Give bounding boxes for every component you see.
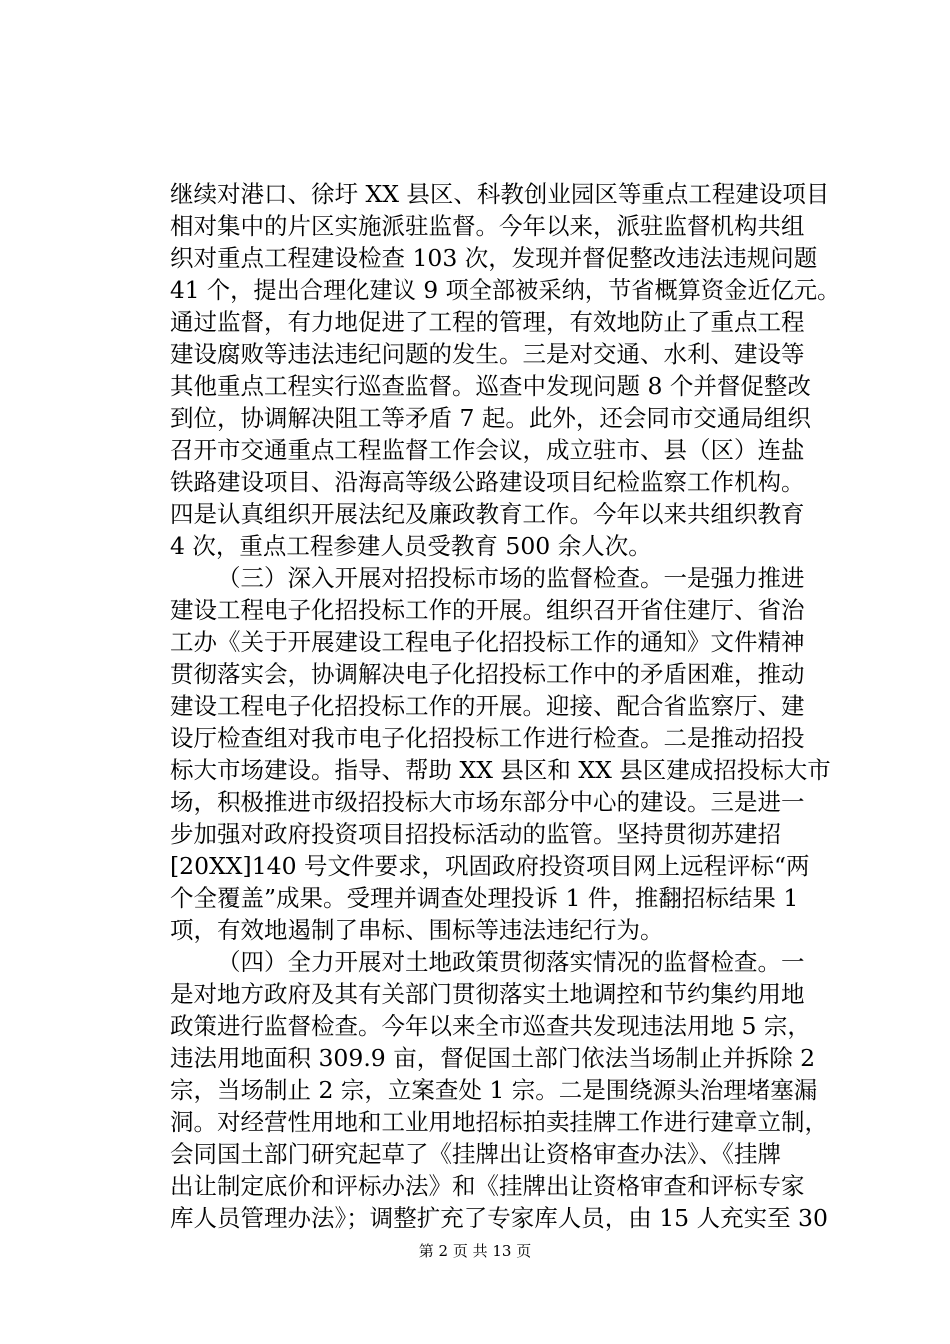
text-line: 政策进行监督检查。今年以来全市巡查共发现违法用地 5 宗，: [170, 1012, 811, 1040]
text-line: 41 个，提出合理化建议 9 项全部被采纳，节省概算资金近亿元。: [170, 276, 841, 304]
text-line: 设厅检查组对我市电子化招投标工作进行检查。二是推动招投: [170, 724, 805, 752]
text-line: 洞。对经营性用地和工业用地招标拍卖挂牌工作进行建章立制，: [170, 1108, 828, 1136]
text-line: 违法用地面积 309.9 亩，督促国土部门依法当场制止并拆除 2: [170, 1044, 816, 1072]
text-line: 会同国土部门研究起草了《挂牌出让资格审查办法》、《挂牌: [170, 1140, 781, 1168]
section-heading-line: （四）全力开展对土地政策贯彻落实情况的监督检查。一: [217, 948, 805, 976]
text-line: 四是认真组织开展法纪及廉政教育工作。今年以来共组织教育: [170, 500, 805, 528]
text-line: 是对地方政府及其有关部门贯彻落实土地调控和节约集约用地: [170, 980, 805, 1008]
text-line: 继续对港口、徐圩 XX 县区、科教创业园区等重点工程建设项目: [170, 180, 830, 208]
text-line: 相对集中的片区实施派驻监督。今年以来，派驻监督机构共组: [170, 212, 805, 240]
text-line: 库人员管理办法》；调整扩充了专家库人员，由 15 人充实至 30: [170, 1204, 828, 1232]
text-line: 4 次，重点工程参建人员受教育 500 余人次。: [170, 532, 652, 560]
section-heading-line: （三）深入开展对招投标市场的监督检查。一是强力推进: [217, 564, 805, 592]
text-line: 场，积极推进市级招投标大市场东部分中心的建设。三是进一: [170, 788, 805, 816]
text-line: 贯彻落实会，协调解决电子化招投标工作中的矛盾困难，推动: [170, 660, 805, 688]
text-line: 通过监督，有力地促进了工程的管理，有效地防止了重点工程: [170, 308, 805, 336]
text-line: 宗，当场制止 2 宗，立案查处 1 宗。二是围绕源头治理堵塞漏: [170, 1076, 818, 1104]
text-line: 其他重点工程实行巡查监督。巡查中发现问题 8 个并督促整改: [170, 372, 811, 400]
text-line: 项，有效地遏制了串标、围标等违法违纪行为。: [170, 916, 664, 944]
text-line: 个全覆盖”成果。受理并调查处理投诉 1 件，推翻招标结果 1: [170, 884, 799, 912]
text-line: 铁路建设项目、沿海高等级公路建设项目纪检监察工作机构。: [170, 468, 805, 496]
text-line: 工办《关于开展建设工程电子化招投标工作的通知》文件精神: [170, 628, 805, 656]
page-number-footer: 第 2 页 共 13 页: [418, 1242, 532, 1260]
text-line: 建设工程电子化招投标工作的开展。迎接、配合省监察厅、建: [170, 692, 805, 720]
text-line: 步加强对政府投资项目招投标活动的监管。坚持贯彻苏建招: [170, 820, 781, 848]
text-line: 出让制定底价和评标办法》和《挂牌出让资格审查和评标专家: [170, 1172, 805, 1200]
text-line: 建设工程电子化招投标工作的开展。组织召开省住建厅、省治: [170, 596, 805, 624]
text-line: 织对重点工程建设检查 103 次，发现并督促整改违法违规问题: [170, 244, 818, 272]
text-line: 到位，协调解决阻工等矛盾 7 起。此外，还会同市交通局组织: [170, 404, 811, 432]
text-line: [20XX]140 号文件要求，巩固政府投资项目网上远程评标“两: [170, 852, 810, 880]
text-line: 标大市场建设。指导、帮助 XX 县区和 XX 县区建成招投标大市: [170, 756, 831, 784]
text-line: 召开市交通重点工程监督工作会议，成立驻市、县（区）连盐: [170, 436, 805, 464]
text-line: 建设腐败等违法违纪问题的发生。三是对交通、水利、建设等: [170, 340, 805, 368]
